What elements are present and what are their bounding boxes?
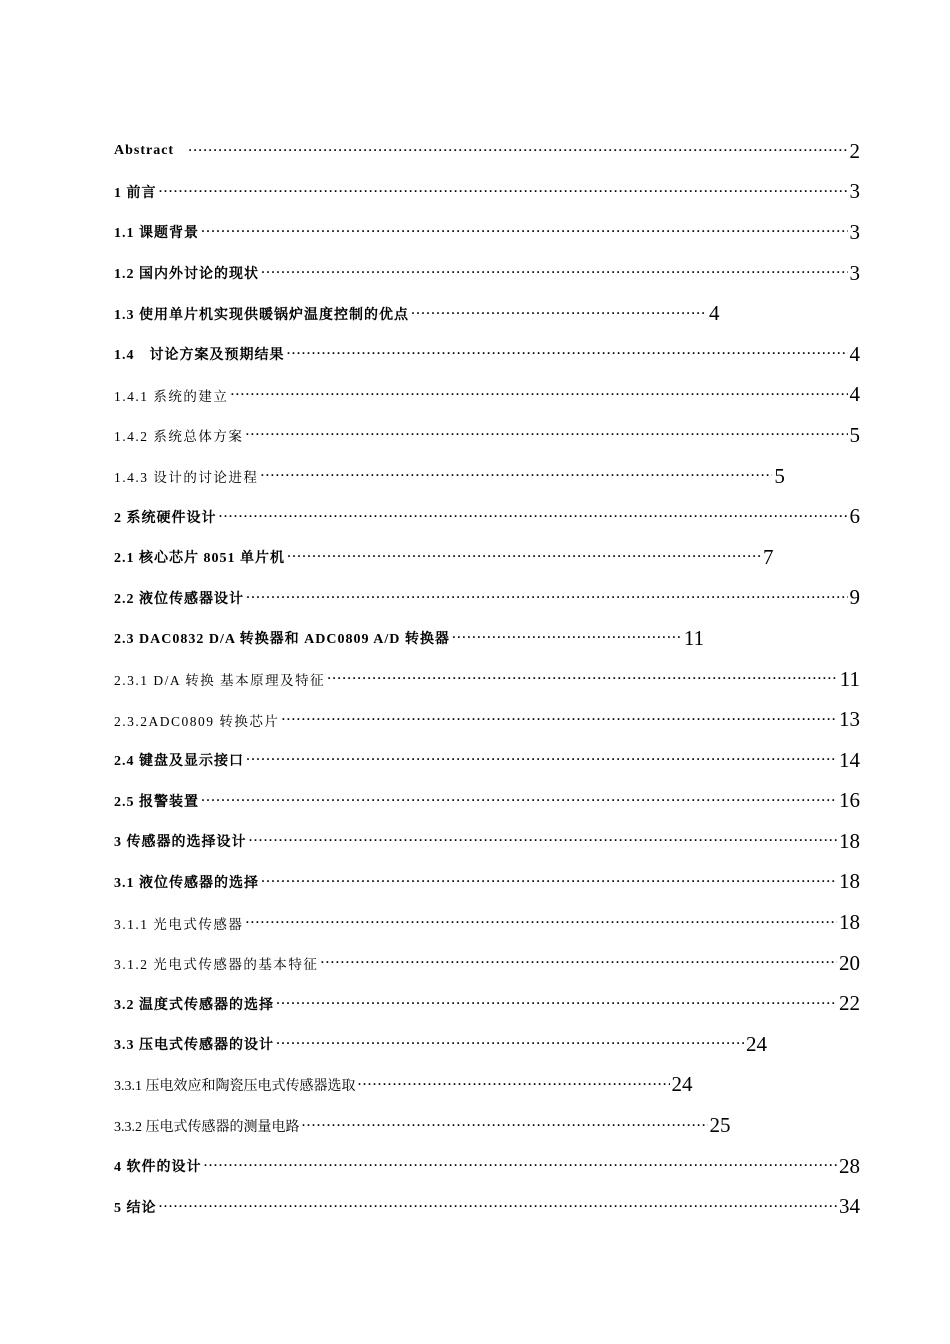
toc-entry[interactable]: [114, 1186, 860, 1227]
toc-page-number: 22: [839, 991, 860, 1016]
toc-entry[interactable]: [114, 983, 860, 1024]
toc-entry[interactable]: [114, 1065, 860, 1106]
toc-dot-leader: [276, 997, 837, 1011]
toc-dot-leader: [245, 428, 847, 442]
toc-page-number: 3: [849, 260, 860, 285]
toc-dot-leader: [320, 956, 837, 970]
toc-entry-title: 1.4.3 设计的讨论进程: [114, 470, 259, 486]
toc-entry[interactable]: [114, 618, 860, 659]
toc-entry[interactable]: [114, 131, 860, 172]
toc-dot-leader: [188, 144, 847, 158]
toc-dot-leader: [261, 266, 848, 280]
toc-dot-leader: [204, 1159, 838, 1173]
toc-dot-leader: [219, 510, 848, 524]
toc-entry-title: 5 结论: [114, 1200, 157, 1216]
toc-entry[interactable]: [114, 456, 860, 497]
toc-entry[interactable]: [114, 578, 860, 619]
toc-page-number: 6: [849, 504, 860, 529]
toc-dot-leader: [287, 347, 848, 361]
toc-entry-title: 3.3.1 压电效应和陶瓷压电式传感器选取: [114, 1078, 356, 1094]
toc-entry-title: 1 前言: [114, 185, 157, 201]
toc-page-number: 5: [774, 463, 785, 488]
toc-entry-title: 1.4.1 系统的建立: [114, 388, 229, 404]
toc-page-number: 11: [683, 625, 705, 650]
toc-entry[interactable]: [114, 781, 860, 822]
toc-entry-title: 1.4 讨论方案及预期结果: [114, 348, 285, 364]
toc-entry[interactable]: [114, 821, 860, 862]
toc-page-number: 34: [839, 1194, 860, 1219]
toc-entry-title: 2.4 键盘及显示接口: [114, 754, 244, 770]
toc-dot-leader: [201, 225, 848, 239]
toc-dot-leader: [287, 550, 761, 564]
toc-entry-title: 2.3.1 D/A 转换 基本原理及特征: [114, 673, 326, 689]
toc-page-number: 3: [849, 219, 860, 244]
toc-entry-title: 2.2 液位传感器设计: [114, 591, 244, 607]
toc-entry[interactable]: [114, 172, 860, 213]
toc-entry-title: 2.3 DAC0832 D/A 转换器和 ADC0809 A/D 转换器: [114, 632, 450, 648]
toc-dot-leader: [260, 469, 772, 483]
toc-entry[interactable]: [114, 496, 860, 537]
toc-entry-title: 1.3 使用单片机实现供暖锅炉温度控制的优点: [114, 307, 409, 323]
toc-dot-leader: [276, 1037, 744, 1051]
toc-entry-title: 2.1 核心芯片 8051 单片机: [114, 551, 285, 567]
toc-entry[interactable]: [114, 1024, 860, 1065]
toc-dot-leader: [358, 1078, 670, 1092]
toc-entry[interactable]: [114, 537, 860, 578]
toc-entry[interactable]: [114, 253, 860, 294]
toc-entry-title: 3 传感器的选择设计: [114, 835, 247, 851]
toc-entry-title: 4 软件的设计: [114, 1160, 202, 1176]
toc-entry-title: 3.1.1 光电式传感器: [114, 916, 244, 932]
toc-dot-leader: [281, 713, 837, 727]
toc-entry[interactable]: [114, 862, 860, 903]
toc-page-number: 18: [839, 869, 860, 894]
toc-entry[interactable]: [114, 334, 860, 375]
toc-entry[interactable]: [114, 293, 860, 334]
toc-entry[interactable]: [114, 415, 860, 456]
toc-entry-title: 3.3.2 压电式传感器的测量电路: [114, 1119, 300, 1135]
toc-dot-leader: [411, 307, 707, 321]
toc-dot-leader: [246, 753, 837, 767]
toc-page-number: 20: [839, 950, 860, 975]
toc-entry[interactable]: [114, 1105, 860, 1146]
toc-dot-leader: [246, 591, 848, 605]
toc-dot-leader: [159, 1200, 838, 1214]
toc-entry[interactable]: [114, 659, 860, 700]
toc-entry[interactable]: [114, 699, 860, 740]
toc-page-number: 25: [709, 1113, 731, 1138]
toc-dot-leader: [245, 916, 837, 930]
toc-dot-leader: [201, 794, 837, 808]
toc-page-number: 5: [849, 422, 860, 447]
toc-page-number: 16: [839, 788, 860, 813]
toc-page-number: 4: [849, 382, 860, 407]
toc-dot-leader: [249, 834, 838, 848]
toc-entry[interactable]: [114, 740, 860, 781]
toc-page-number: 3: [849, 179, 860, 204]
toc-entry[interactable]: [114, 1146, 860, 1187]
toc-entry-title: 2.3.2ADC0809 转换芯片: [114, 713, 280, 729]
toc-entry-title: 1.4.2 系统总体方案: [114, 429, 244, 445]
toc-entry-title: 1.1 课题背景: [114, 226, 199, 242]
toc-page-number: 18: [839, 910, 860, 935]
toc-page-number: 28: [839, 1153, 860, 1178]
toc-dot-leader: [452, 631, 682, 645]
toc-entry-title: Abstract: [114, 143, 175, 159]
toc-entry[interactable]: [114, 212, 860, 253]
toc-dot-leader: [302, 1119, 708, 1133]
toc-entry-title: 3.3 压电式传感器的设计: [114, 1038, 274, 1054]
toc-dot-leader: [261, 875, 837, 889]
toc-page-number: 4: [849, 341, 860, 366]
toc-page-number: 24: [746, 1031, 767, 1056]
toc-entry-title: 1.2 国内外讨论的现状: [114, 267, 259, 283]
toc-page-number: 18: [839, 828, 860, 853]
toc-entry-title: 2 系统硬件设计: [114, 510, 217, 526]
toc-page-number: 9: [849, 585, 860, 610]
toc-entry-title: 3.2 温度式传感器的选择: [114, 997, 274, 1013]
toc-dot-leader: [327, 672, 838, 686]
toc-entry-title: 2.5 报警装置: [114, 794, 199, 810]
toc-entry[interactable]: [114, 375, 860, 416]
toc-entry[interactable]: [114, 902, 860, 943]
toc-dot-leader: [159, 185, 848, 199]
toc-page-number: 4: [709, 301, 720, 326]
toc-page-number: 7: [763, 544, 774, 569]
toc-page-number: 24: [671, 1072, 693, 1097]
toc-entry-title: 3.1 液位传感器的选择: [114, 875, 259, 891]
toc-entry-title: 3.1.2 光电式传感器的基本特征: [114, 957, 319, 973]
toc-dot-leader: [230, 388, 847, 402]
toc-page-number: 14: [839, 747, 860, 772]
toc-entry[interactable]: [114, 943, 860, 984]
toc-page-number: 11: [839, 666, 860, 691]
table-of-contents: [114, 131, 860, 1227]
toc-page-number: 2: [849, 138, 860, 163]
toc-page-number: 13: [839, 707, 860, 732]
